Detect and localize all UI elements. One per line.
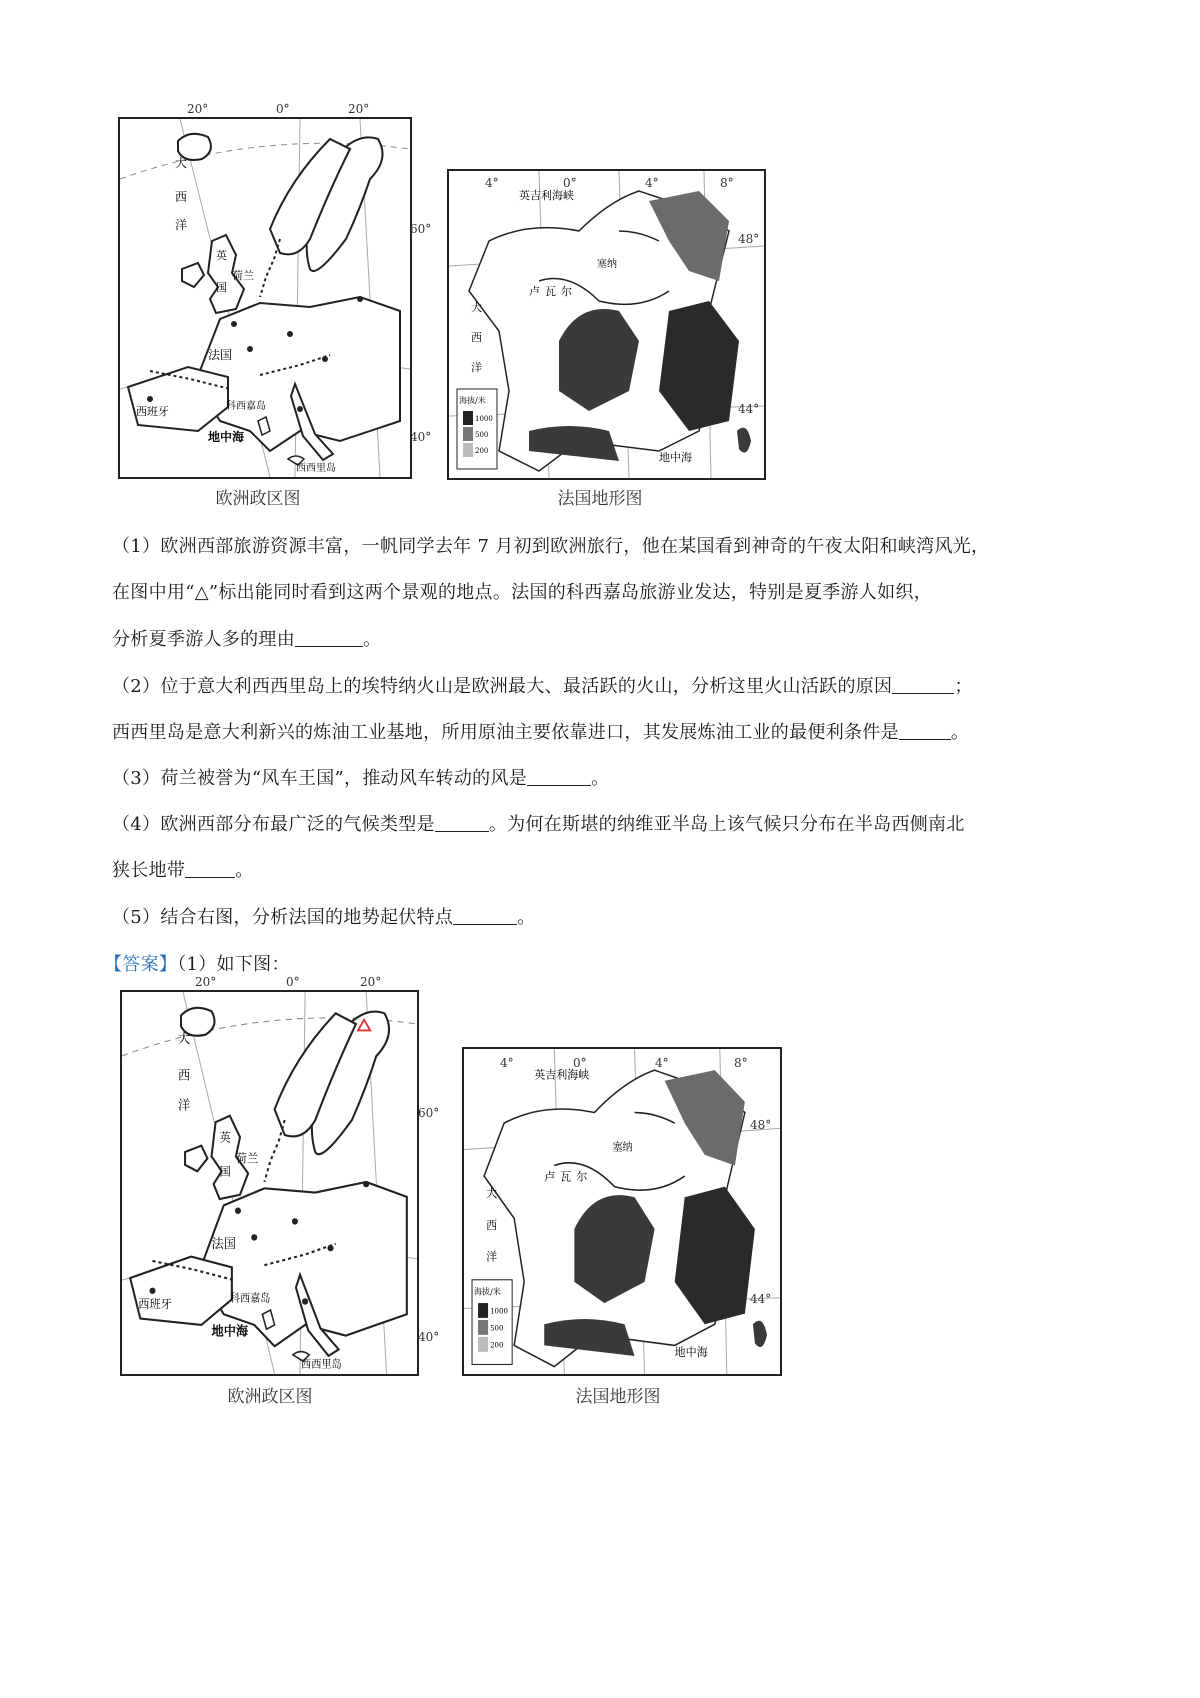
europe-map-svg: [120, 119, 410, 477]
france-label-seine: 塞纳: [597, 259, 617, 270]
france-label-loire-1: 卢: [529, 285, 540, 298]
france-answer-label-loire-2: 瓦: [560, 1168, 572, 1184]
europe-label-corsica: 科西嘉岛: [226, 401, 266, 412]
france-map-answer-svg: [464, 1049, 780, 1374]
france-map-caption: 法国地形图: [557, 489, 643, 509]
france-label-ocean-3: 洋: [471, 361, 482, 374]
europe-answer-label-mediterranean: 地中海: [211, 1323, 249, 1339]
france-answer-tick-lon-4: 4°: [655, 1056, 669, 1070]
europe-answer-label-uk-1: 英: [219, 1130, 231, 1145]
question-2-line-2: 西西里岛是意大利新兴的炼油工业基地，所用原油主要依靠进口，其发展炼油工业的最便利条件是 。: [112, 722, 970, 743]
france-label-channel: 英吉利海峡: [519, 189, 574, 202]
france-answer-map-caption: 法国地形图: [575, 1387, 661, 1407]
europe-answer-label-corsica: 科西嘉岛: [229, 1292, 271, 1305]
europe-label-ocean-2: 西: [175, 190, 188, 204]
question-4-line-2: 狭长地带 。: [112, 860, 254, 881]
france-answer-label-loire-1: 卢: [544, 1168, 556, 1184]
answer-blank-3[interactable]: [527, 767, 591, 786]
france-label-loire-3: 尔: [561, 285, 572, 298]
france-legend-500: 500: [475, 431, 489, 439]
europe-answer-label-ocean-1: 大: [177, 1030, 191, 1047]
europe-political-map: [118, 117, 412, 479]
france-answer-label-ocean-2: 西: [486, 1217, 498, 1233]
france-tick-lon-w: 4°: [485, 176, 499, 190]
france-tick-lon-8: 8°: [720, 176, 734, 190]
europe-label-france: 法国: [208, 348, 233, 362]
france-label-loire-2: 瓦: [545, 285, 556, 298]
france-answer-label-ocean-3: 洋: [486, 1249, 498, 1264]
europe-label-netherlands: 荷兰: [232, 269, 254, 282]
france-tick-lat-44: 44°: [738, 402, 760, 416]
answer-blank-1[interactable]: [295, 628, 363, 647]
europe-label-spain: 西班牙: [136, 405, 169, 418]
answer-blank-5[interactable]: [453, 906, 517, 925]
france-answer-label-channel: 英吉利海峡: [534, 1067, 590, 1082]
europe-tick-lat-40: 40°: [410, 430, 432, 444]
france-legend-title: 海拔/米: [459, 396, 486, 405]
answer-blank-2b[interactable]: [899, 721, 951, 740]
france-answer-label-loire-3: 尔: [576, 1168, 588, 1184]
europe-answer-label-netherlands: 荷兰: [235, 1151, 259, 1166]
europe-label-ocean-3: 洋: [175, 218, 188, 232]
answer-blank-4a[interactable]: [435, 813, 489, 832]
france-answer-tick-lat-44: 44°: [750, 1292, 772, 1306]
europe-answer-tick-lat-60: 60°: [418, 1106, 440, 1120]
europe-map-answer-svg: [122, 992, 417, 1374]
france-label-ocean-1: 大: [471, 301, 482, 314]
france-answer-tick-lon-8: 8°: [734, 1056, 748, 1070]
france-answer-tick-lon-0: 0°: [573, 1056, 587, 1070]
france-answer-legend-1000: 1000: [490, 1306, 508, 1316]
europe-label-uk-2: 国: [216, 281, 227, 294]
europe-label-ocean-1: 大: [175, 156, 188, 170]
france-legend-1000: 1000: [475, 415, 493, 423]
answer-text: （1）如下图：: [177, 954, 290, 975]
france-answer-legend-200: 200: [490, 1340, 504, 1350]
question-1-line-2: 在图中用“△”标出能同时看到这两个景观的地点。法国的科西嘉岛旅游业发达，特别是夏季游人如织，: [112, 582, 933, 603]
europe-answer-label-spain: 西班牙: [138, 1296, 172, 1311]
europe-answer-map-caption: 欧洲政区图: [227, 1387, 313, 1407]
europe-label-sicily: 西西里岛: [296, 463, 336, 474]
europe-tick-lat-60: 60°: [410, 222, 432, 236]
question-2-line-1: （2）位于意大利西西里岛上的埃特纳火山是欧洲最大、最活跃的火山，分析这里火山活跃的原因 ；: [112, 676, 973, 697]
france-tick-lon-4: 4°: [645, 176, 659, 190]
france-answer-label-seine: 塞纳: [612, 1141, 633, 1154]
answer-tag: 【答案】: [104, 954, 178, 975]
europe-answer-label-uk-2: 国: [219, 1164, 231, 1179]
answer-blank-2a[interactable]: [892, 675, 954, 694]
question-4-line-1: （4）欧洲西部分布最广泛的气候类型是 。为何在斯堪的纳维亚半岛上该气候只分布在半岛西侧南北: [112, 814, 965, 835]
europe-political-map-answer: [120, 990, 419, 1376]
europe-answer-label-france: 法国: [211, 1235, 236, 1252]
france-answer-label-mediterranean: 地中海: [674, 1344, 708, 1360]
europe-label-mediterranean: 地中海: [208, 430, 245, 444]
france-answer-legend-500: 500: [490, 1323, 504, 1333]
question-1-line-3: 分析夏季游人多的理由 。: [112, 629, 382, 650]
france-answer-tick-lon-w: 4°: [500, 1056, 514, 1070]
europe-answer-tick-lon-w: 20°: [195, 975, 217, 989]
question-3: （3）荷兰被誉为“风车王国”，推动风车转动的风是 。: [112, 768, 610, 789]
france-answer-legend-title: 海拔/米: [474, 1286, 501, 1297]
france-label-mediterranean: 地中海: [659, 451, 692, 464]
question-5: （5）结合右图，分析法国的地势起伏特点 。: [112, 907, 536, 928]
europe-label-uk-1: 英: [216, 249, 227, 262]
france-legend-200: 200: [475, 447, 489, 455]
france-answer-label-ocean-1: 大: [486, 1185, 498, 1201]
europe-answer-tick-lon-0: 0°: [286, 975, 300, 989]
france-answer-tick-lat-48: 48°: [750, 1118, 772, 1132]
europe-tick-lon-w: 20°: [187, 102, 209, 116]
france-topographic-map-answer: [462, 1047, 782, 1376]
answer-blank-4b[interactable]: [185, 859, 235, 878]
france-topographic-map: [447, 169, 766, 480]
question-1-line-1: （1）欧洲西部旅游资源丰富，一帆同学去年 7 月初到欧洲旅行，他在某国看到神奇的午夜太阳和峡湾风光，: [112, 536, 990, 557]
france-map-svg: [449, 171, 764, 478]
europe-tick-lon-e: 20°: [348, 102, 370, 116]
europe-answer-label-ocean-3: 洋: [177, 1097, 191, 1113]
europe-map-caption: 欧洲政区图: [215, 489, 301, 509]
france-tick-lon-0: 0°: [563, 176, 577, 190]
europe-tick-lon-0: 0°: [276, 102, 290, 116]
france-tick-lat-48: 48°: [738, 232, 760, 246]
europe-answer-tick-lat-40: 40°: [418, 1330, 440, 1344]
france-label-ocean-2: 西: [471, 331, 482, 344]
europe-answer-tick-lon-e: 20°: [360, 975, 382, 989]
europe-answer-label-sicily: 西西里岛: [301, 1358, 342, 1371]
europe-answer-label-ocean-2: 西: [177, 1067, 191, 1083]
answer-line: [104, 952, 1094, 978]
